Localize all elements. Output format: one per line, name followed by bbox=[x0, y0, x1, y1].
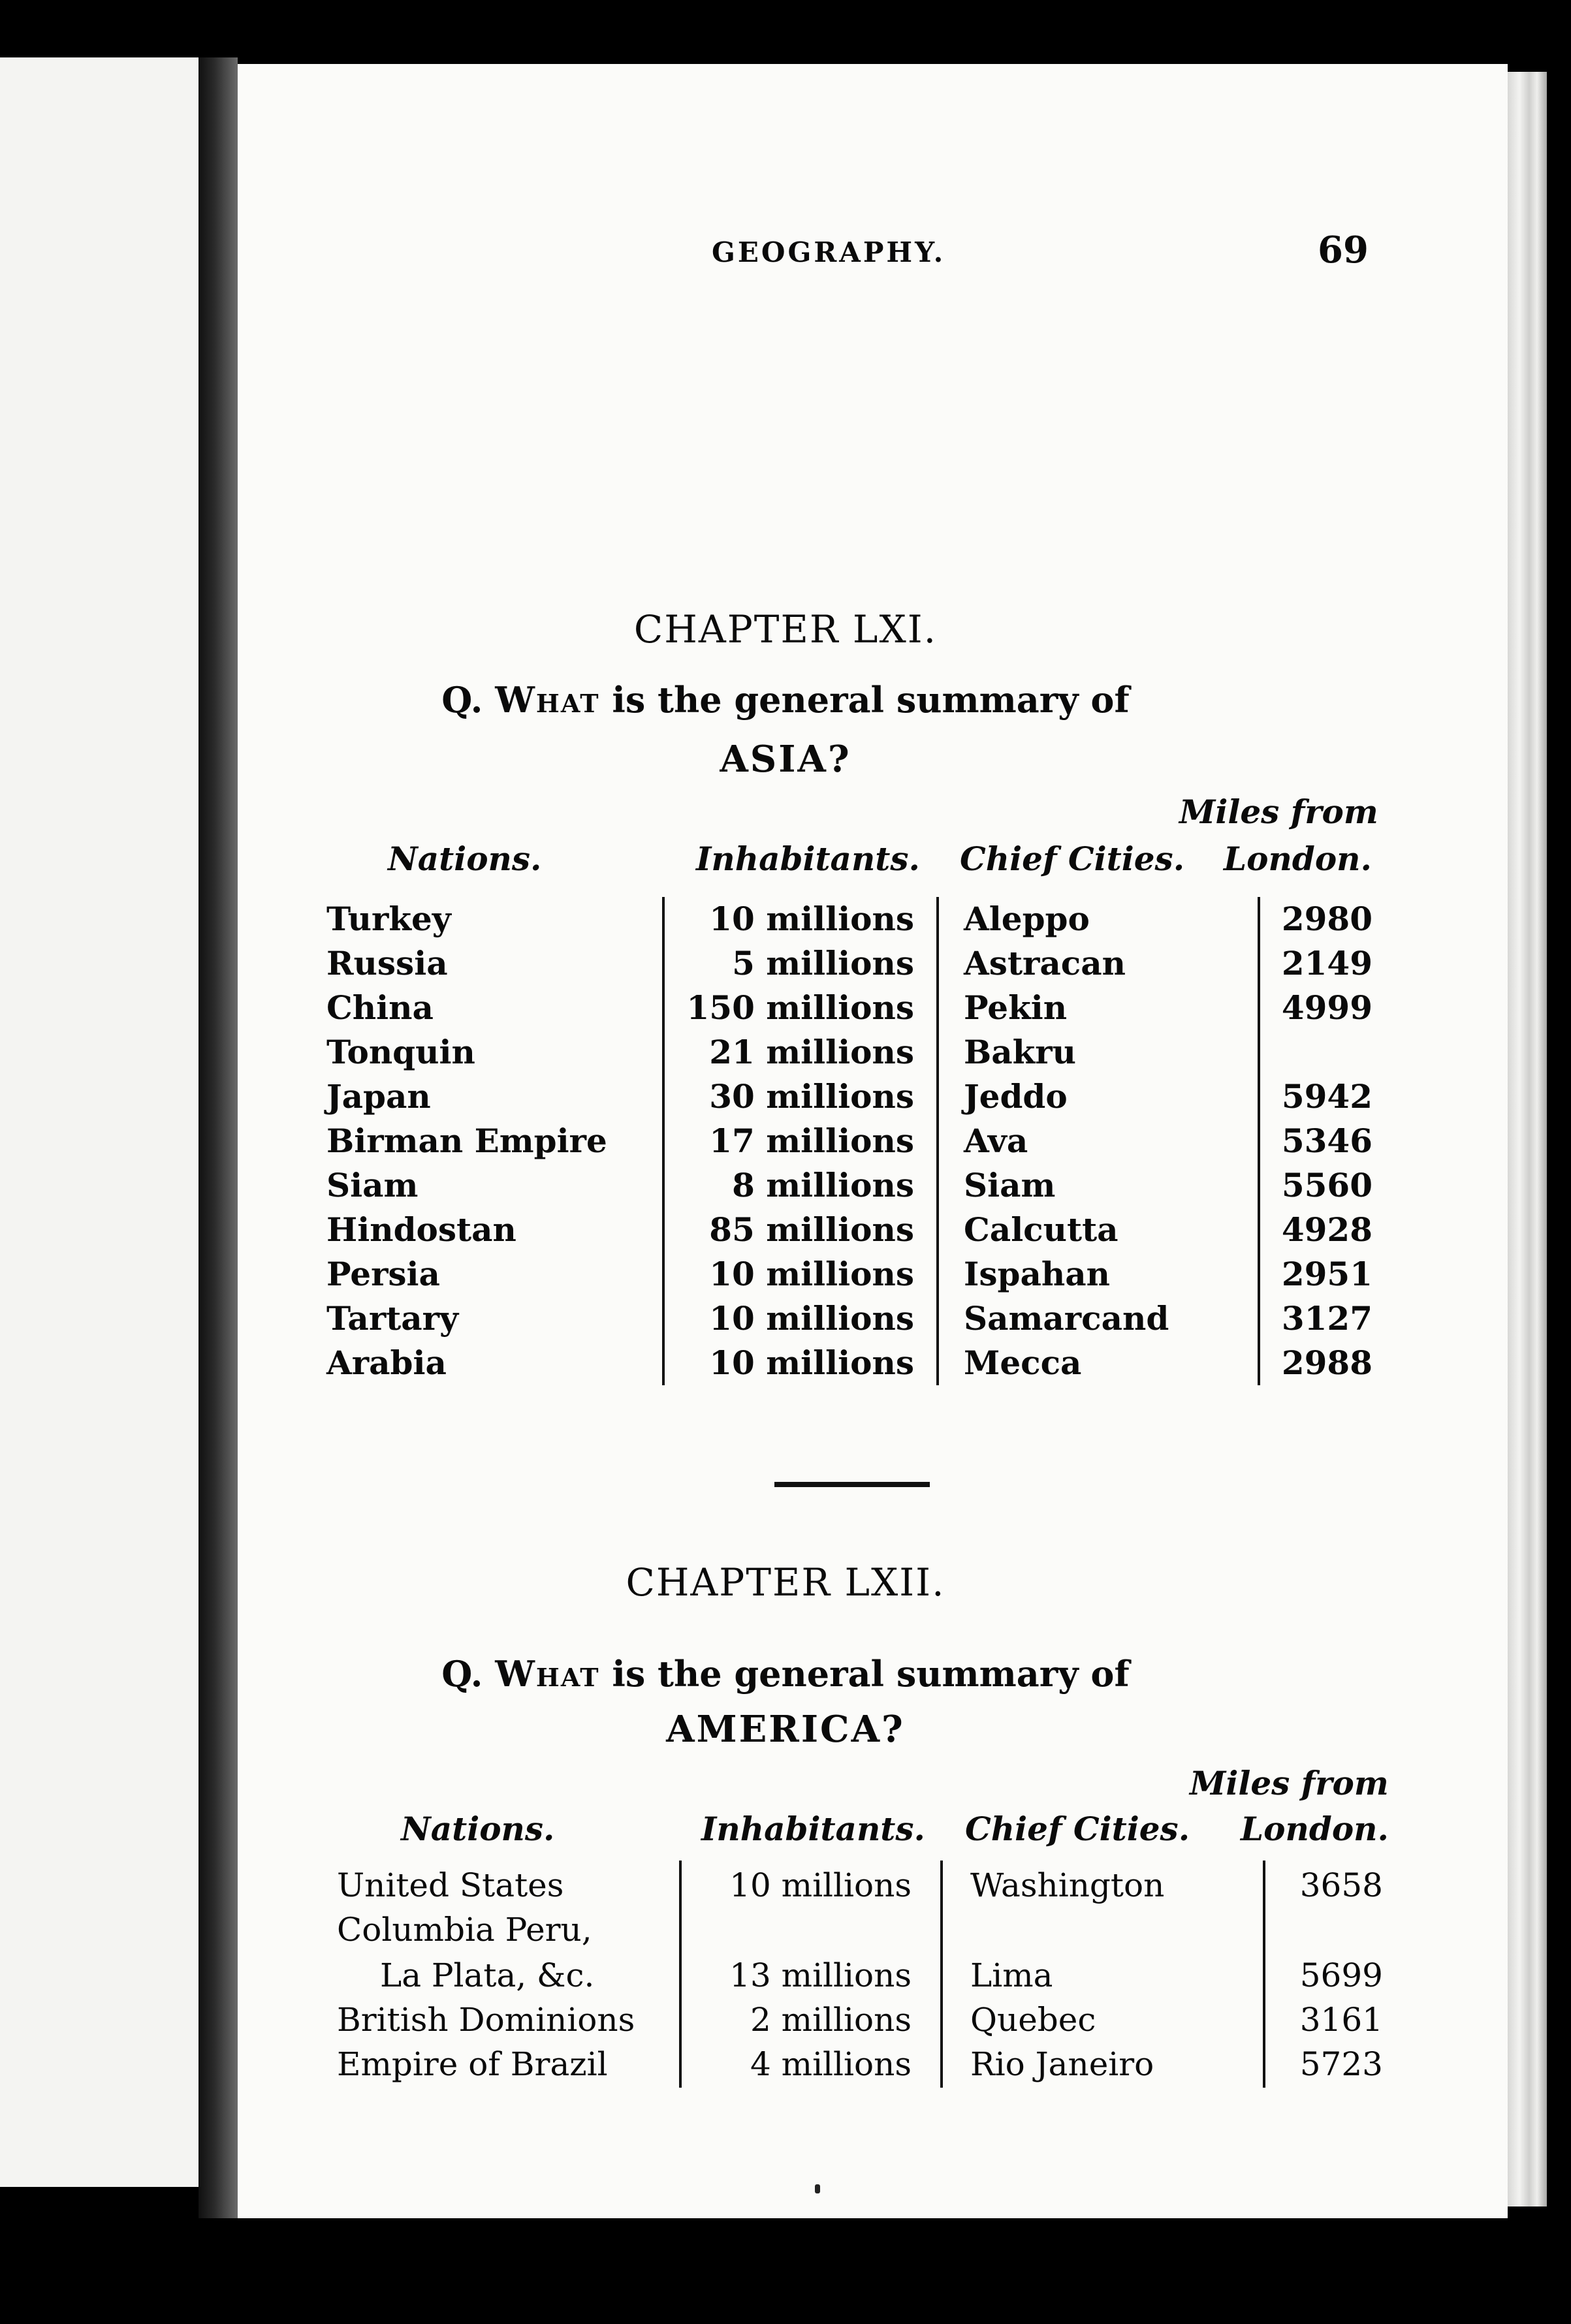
nation-cell: Columbia Peru, bbox=[337, 1911, 592, 1949]
header-miles-line2: London. bbox=[1224, 840, 1372, 878]
inhabitants-cell: 10 millions bbox=[709, 900, 914, 938]
inhabitants-cell: 10 millions bbox=[709, 1343, 914, 1382]
city-cell: Jeddo bbox=[964, 1077, 1068, 1116]
city-cell: Samarcand bbox=[964, 1299, 1169, 1338]
header-miles-line1: Miles from bbox=[1179, 793, 1378, 831]
city-cell: Siam bbox=[964, 1166, 1056, 1204]
inhabitants-cell: 4 millions bbox=[750, 2045, 912, 2083]
question-america bbox=[0, 1653, 1571, 1695]
table-row bbox=[0, 1341, 1571, 1385]
city-cell: Rio Janeiro bbox=[970, 2045, 1154, 2083]
header-miles-line1: Miles from bbox=[1190, 1764, 1389, 1802]
page-number: 69 bbox=[1318, 228, 1369, 272]
city-cell: Astracan bbox=[964, 944, 1126, 982]
nation-cell: Tonquin bbox=[326, 1033, 475, 1071]
miles-cell: 3658 bbox=[1299, 1866, 1383, 1904]
table-row bbox=[0, 1252, 1571, 1296]
nation-cell: Russia bbox=[326, 944, 448, 982]
nation-cell: Tartary bbox=[326, 1299, 459, 1338]
nation-cell: United States bbox=[337, 1866, 564, 1904]
chapter-title-america: CHAPTER LXII. bbox=[626, 1560, 945, 1605]
nation-cell: Empire of Brazil bbox=[337, 2045, 608, 2083]
inhabitants-cell: 10 millions bbox=[709, 1299, 914, 1338]
table-row bbox=[0, 1863, 1571, 1908]
nation-cell: China bbox=[326, 988, 434, 1027]
city-cell: Ispahan bbox=[964, 1255, 1110, 1293]
city-cell: Lima bbox=[970, 1956, 1053, 1994]
header-nations: Nations. bbox=[401, 1810, 555, 1848]
section-divider bbox=[774, 1482, 930, 1487]
inhabitants-cell: 30 millions bbox=[709, 1077, 914, 1116]
city-cell: Aleppo bbox=[964, 900, 1090, 938]
ink-speck bbox=[815, 2184, 820, 2193]
city-cell: Quebec bbox=[970, 2001, 1096, 2039]
miles-cell: 2980 bbox=[1281, 900, 1373, 938]
city-cell: Ava bbox=[964, 1122, 1028, 1160]
inhabitants-cell: 2 millions bbox=[750, 2001, 912, 2039]
table-row bbox=[0, 2042, 1571, 2086]
inhabitants-cell: 17 millions bbox=[709, 1122, 914, 1160]
miles-cell: 4928 bbox=[1281, 1210, 1373, 1249]
question-text: is the general summary of bbox=[612, 679, 1130, 721]
header-inhabitants: Inhabitants. bbox=[696, 840, 920, 878]
chapter-title-asia: CHAPTER LXI. bbox=[633, 607, 938, 652]
table-row bbox=[0, 1075, 1571, 1119]
table-row bbox=[0, 1953, 1571, 1998]
table-row bbox=[0, 1908, 1571, 1952]
nation-cell: Japan bbox=[326, 1077, 431, 1116]
header-miles-line2: London. bbox=[1241, 1810, 1389, 1848]
miles-cell: 3127 bbox=[1281, 1299, 1373, 1338]
nation-cell: La Plata, &c. bbox=[380, 1956, 595, 1994]
city-cell: Mecca bbox=[964, 1343, 1082, 1382]
inhabitants-cell: 150 millions bbox=[686, 988, 914, 1027]
miles-cell: 2149 bbox=[1281, 944, 1373, 982]
nation-cell: Persia bbox=[326, 1255, 440, 1293]
miles-cell: 5723 bbox=[1299, 2045, 1383, 2083]
inhabitants-cell: 21 millions bbox=[709, 1033, 914, 1071]
nation-cell: Hindostan bbox=[326, 1210, 516, 1249]
miles-cell: 2951 bbox=[1281, 1255, 1373, 1293]
question-asia bbox=[0, 679, 1571, 721]
table-row bbox=[0, 1998, 1571, 2042]
running-title: GEOGRAPHY. bbox=[712, 236, 946, 268]
question-prefix: Q. bbox=[441, 1653, 483, 1695]
miles-cell: 5560 bbox=[1281, 1166, 1373, 1204]
miles-cell: 3161 bbox=[1299, 2001, 1383, 2039]
question-word: What bbox=[495, 1653, 600, 1695]
table-row bbox=[0, 1119, 1571, 1163]
continent-asia: ASIA? bbox=[720, 738, 851, 781]
inhabitants-cell: 85 millions bbox=[709, 1210, 914, 1249]
question-text: is the general summary of bbox=[612, 1653, 1130, 1695]
question-prefix: Q. bbox=[441, 679, 483, 721]
city-cell: Bakru bbox=[964, 1033, 1076, 1071]
header-inhabitants: Inhabitants. bbox=[701, 1810, 925, 1848]
table-row bbox=[0, 1163, 1571, 1208]
nation-cell: Turkey bbox=[326, 900, 451, 938]
table-row bbox=[0, 1296, 1571, 1341]
inhabitants-cell: 5 millions bbox=[732, 944, 914, 982]
continent-america: AMERICA? bbox=[666, 1708, 905, 1751]
city-cell: Pekin bbox=[964, 988, 1068, 1027]
nation-cell: Birman Empire bbox=[326, 1122, 607, 1160]
table-row bbox=[0, 897, 1571, 941]
miles-cell: 5346 bbox=[1281, 1122, 1373, 1160]
nation-cell: Arabia bbox=[326, 1343, 447, 1382]
inhabitants-cell: 10 millions bbox=[709, 1255, 914, 1293]
city-cell: Washington bbox=[970, 1866, 1165, 1904]
header-nations: Nations. bbox=[388, 840, 542, 878]
table-row bbox=[0, 941, 1571, 986]
table-row bbox=[0, 1208, 1571, 1252]
inhabitants-cell: 13 millions bbox=[729, 1956, 912, 1994]
table-row bbox=[0, 1030, 1571, 1075]
nation-cell: Siam bbox=[326, 1166, 419, 1204]
city-cell: Calcutta bbox=[964, 1210, 1119, 1249]
miles-cell: 5699 bbox=[1299, 1956, 1383, 1994]
table-row bbox=[0, 986, 1571, 1030]
miles-cell: 2988 bbox=[1281, 1343, 1373, 1382]
inhabitants-cell: 10 millions bbox=[729, 1866, 912, 1904]
nation-cell: British Dominions bbox=[337, 2001, 635, 2039]
miles-cell: 4999 bbox=[1281, 988, 1373, 1027]
header-chief-cities: Chief Cities. bbox=[960, 840, 1185, 878]
inhabitants-cell: 8 millions bbox=[732, 1166, 914, 1204]
question-word: What bbox=[495, 679, 600, 721]
miles-cell: 5942 bbox=[1281, 1077, 1373, 1116]
header-chief-cities: Chief Cities. bbox=[965, 1810, 1190, 1848]
